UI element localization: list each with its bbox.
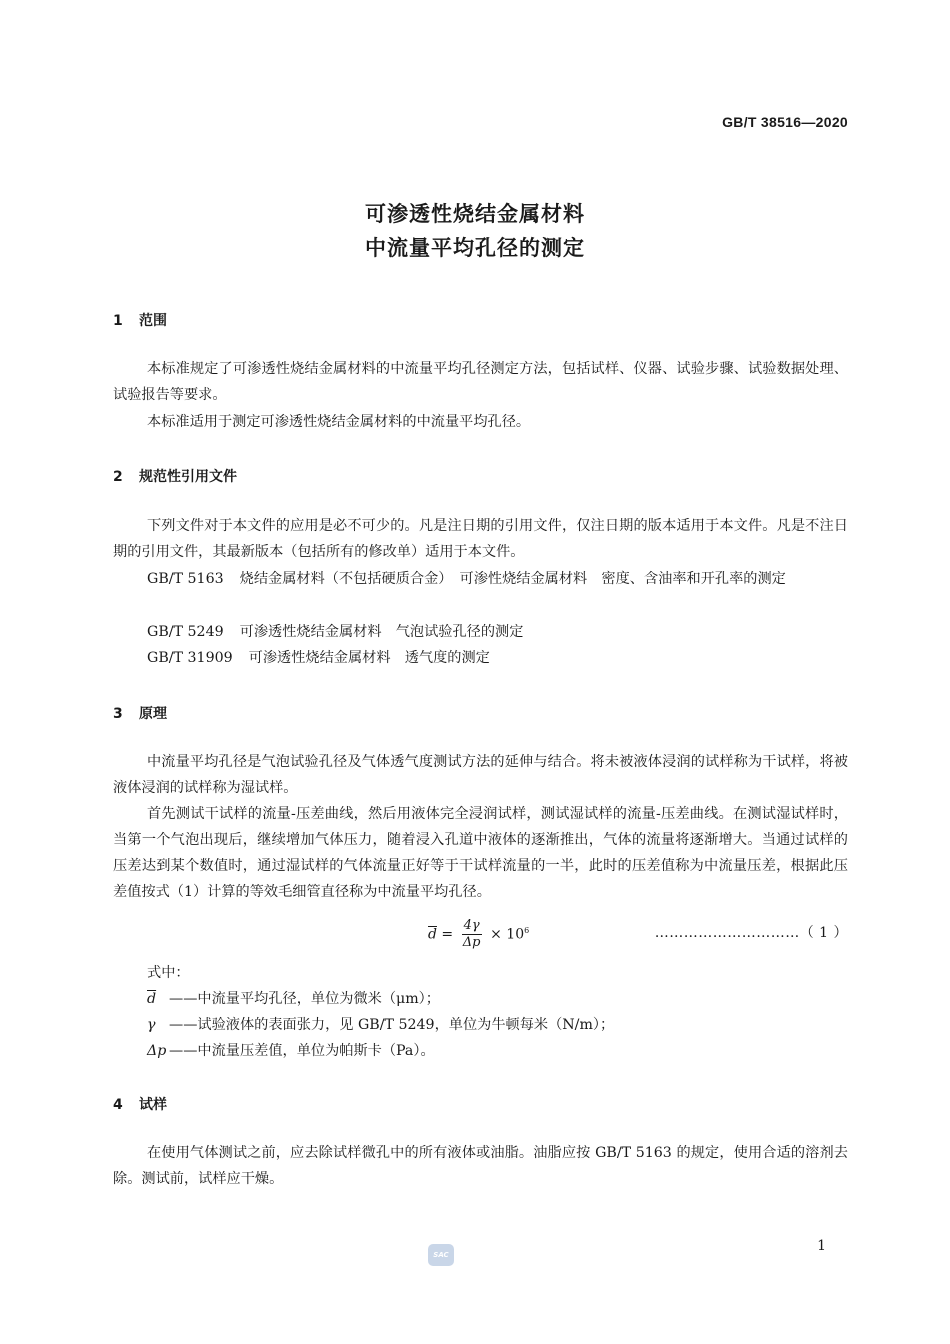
document-title-line1: 可渗透性烧结金属材料 [365,202,585,226]
reference-code: GB/T 5163 [147,571,224,587]
section-title: 试样 [139,1097,167,1113]
section-2-heading [113,466,237,486]
formula-equals: = [441,926,454,943]
section-number: 1 [113,313,123,329]
equation-number: …………………………（ 1 ） [654,925,848,941]
sac-logo-icon: SAC [428,1244,454,1266]
variable-description: ——中流量压差值，单位为帕斯卡（Pa）。 [169,1043,435,1059]
formula-numerator: 4γ [463,918,480,933]
paragraph: 首先测试干试样的流量-压差曲线，然后用液体完全浸润试样，测试湿试样的流量-压差曲线。在测试湿试样时，当第一个气泡出现后，继续增加气体压力，随着浸入孔道中液体的逐渐推出，气体的流量将逐渐增大。当通过试样的压差达到某个数值时，通过湿试样的气体流量正好等于干试样流量的一半，此时的压差值称为中流量压差，根据此压差值按式（1）计算的等效毛细管直径称为中流量平均孔径。 [113,806,848,900]
paragraph: 中流量平均孔径是气泡试验孔径及气体透气度测试方法的延伸与结合。将未被液体浸润的试样称为干试样，将被液体浸润的试样称为湿试样。 [113,754,848,796]
document-title-line2: 中流量平均孔径的测定 [365,236,585,260]
variable-definition [147,1012,614,1038]
formula-multiplier: × 10 [490,926,525,943]
section-title: 范围 [139,313,167,329]
formula-exponent: 6 [524,925,530,935]
reference-code: GB/T 31909 [147,650,233,666]
variable-symbol: γ [147,1017,156,1033]
reference-item [113,566,848,592]
formula-fraction [462,918,482,951]
section-number: 4 [113,1097,123,1113]
formula-lhs: $\overline{d}$ [428,926,437,943]
page-number: 1 [817,1238,826,1254]
reference-title: 可渗透性烧结金属材料 透气度的测定 [248,650,490,666]
variable-definition [147,1038,435,1064]
paragraph: 本标准规定了可渗透性烧结金属材料的中流量平均孔径测定方法，包括试样、仪器、试验步骤、试验数据处理、试验报告等要求。 [113,361,848,403]
reference-item [113,619,848,645]
formula-denominator: Δp [462,935,481,950]
reference-code: GB/T 5249 [147,624,224,640]
variable-definition [147,986,440,1012]
where-label: 式中： [147,965,190,981]
reference-item [113,645,848,671]
section-title: 原理 [139,706,167,722]
paragraph: 下列文件对于本文件的应用是必不可少的。凡是注日期的引用文件，仅注日期的版本适用于本文件。凡是不注日期的引用文件，其最新版本（包括所有的修改单）适用于本文件。 [113,518,848,560]
variable-symbol: Δp [147,1043,167,1059]
section-title: 规范性引用文件 [139,469,237,485]
section-1-heading [113,310,167,330]
variable-description: ——中流量平均孔径，单位为微米（μm）； [169,991,440,1007]
paragraph: 本标准适用于测定可渗透性烧结金属材料的中流量平均孔径。 [147,414,531,430]
reference-title: 可渗透性烧结金属材料 气泡试验孔径的测定 [239,624,524,640]
reference-title: 烧结金属材料（不包括硬质合金） 可渗性烧结金属材料 密度、含油率和开孔率的测定 [239,571,786,587]
variable-symbol: $\overline{d}$ [147,991,157,1007]
section-3-heading [113,703,167,723]
formula-1 [428,918,529,956]
section-number: 2 [113,469,123,485]
paragraph: 在使用气体测试之前，应去除试样微孔中的所有液体或油脂。油脂应按 GB/T 5163 的规定，使用合适的溶剂去除。测试前，试样应干燥。 [113,1145,848,1187]
standard-code: GB/T 38516—2020 [722,114,848,130]
section-number: 3 [113,706,123,722]
variable-description: ——试验液体的表面张力，见 GB/T 5249，单位为牛顿每米（N/m）； [169,1017,615,1033]
section-4-heading [113,1094,167,1114]
